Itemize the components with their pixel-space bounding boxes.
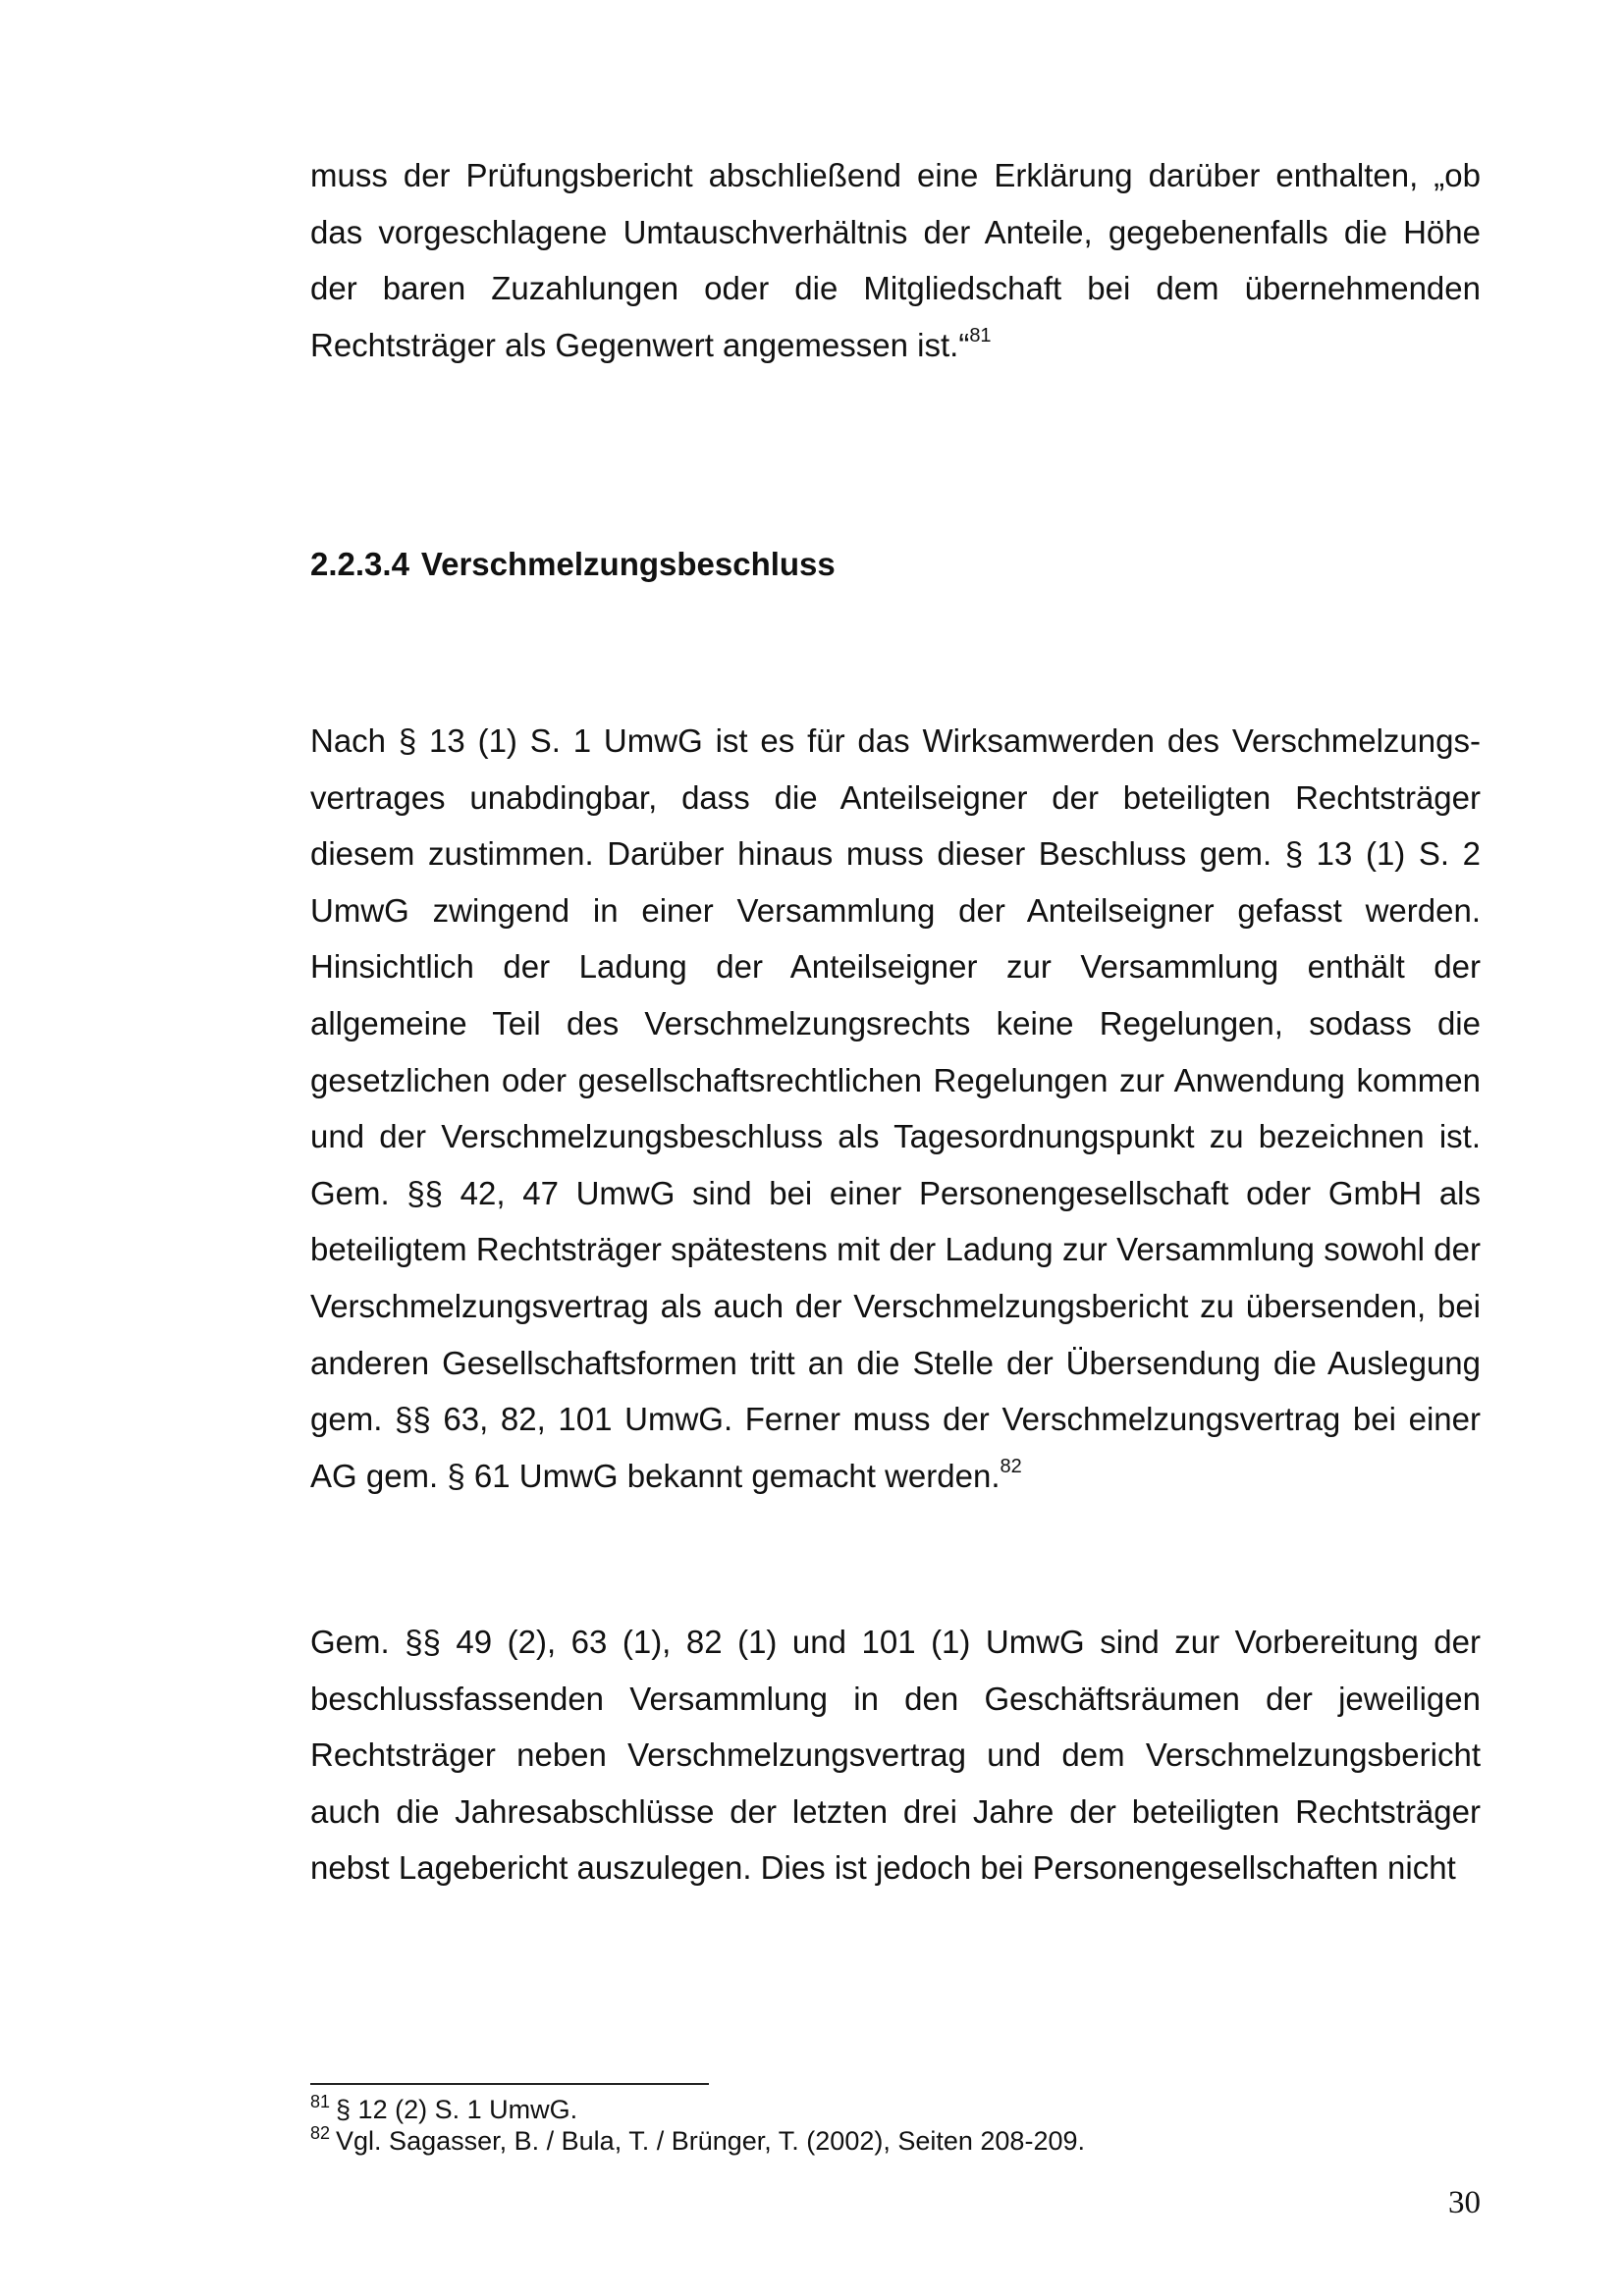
- footnote-number: 81: [310, 2092, 331, 2111]
- paragraph-text: muss der Prüfungsbericht abschließend eine Erklärung darüber enthalten, „ob das vorgeschlagene Umtauschverhältnis der Anteile, gegebenenfalls die Höhe der baren Zuzahlungen oder die Mitgliedschaft bei dem übernehmenden Rechtsträger als Gegenwert angemessen ist.“: [310, 157, 1481, 363]
- footnote-divider: [310, 2083, 709, 2085]
- paragraph-text: Nach § 13 (1) S. 1 UmwG ist es für das Wirksamwerden des Verschmelzungsvertrages unabdingbar, dass die Anteilseigner der beteiligten Rechtsträger diesem zustimmen. Darüber hinaus muss dieser Beschluss gem. § 13 (1) S. 2 UmwG zwingend in einer Versammlung der Anteilseigner gefasst werden. Hinsichtlich der Ladung der Anteilseigner zur Versammlung enthält der allgemeine Teil des Verschmelzungsrechts keine Regelungen, sodass die gesetzlichen oder gesellschaftsrechtlichen Regelungen zur Anwendung kommen und der Verschmelzungsbeschluss als Tagesordnungspunkt zu bezeichnen ist. Gem. §§ 42, 47 UmwG sind bei einer Personengesellschaft oder GmbH als beteiligtem Rechtsträger spätestens mit der Ladung zur Versammlung sowohl der Verschmelzungsvertrag als auch der Verschmelzungsbericht zu übersenden, bei anderen Gesellschaftsformen tritt an die Stelle der Übersendung die Auslegung gem. §§ 63, 82, 101 UmwG. Ferner muss der Verschmelzungsvertrag bei einer AG gem. § 61 UmwG bekannt gemacht werden.: [310, 722, 1481, 1494]
- footnote-reference[interactable]: 82: [1000, 1455, 1022, 1477]
- paragraph-text: Gem. §§ 49 (2), 63 (1), 82 (1) und 101 (1) UmwG sind zur Vorbereitung der beschlussfassenden Versammlung in den Geschäftsräumen der jeweiligen Rechtsträger neben Verschmelzungsvertrag und dem Verschmelzungsbericht auch die Jahresabschlüsse der letzten drei Jahre der beteiligten Rechtsträger nebst Lagebericht auszulegen. Dies ist jedoch bei Personengesellschaften nicht: [310, 1624, 1481, 1887]
- page-number: 30: [1448, 2185, 1481, 2220]
- paragraph-body: [310, 713, 1481, 1504]
- footnote-item: [310, 2094, 1390, 2125]
- footnote-reference[interactable]: 81: [969, 324, 992, 347]
- footnote-item: [310, 2125, 1390, 2157]
- paragraph-body: [310, 1614, 1481, 1896]
- footnote-number: 82: [310, 2123, 331, 2143]
- section-heading: [310, 545, 836, 584]
- footnote-text: § 12 (2) S. 1 UmwG.: [336, 2095, 578, 2124]
- section-title: Verschmelzungsbeschluss: [420, 546, 836, 582]
- section-number: 2.2.3.4: [310, 546, 409, 582]
- footnotes-section: [310, 2094, 1390, 2157]
- footnote-text: Vgl. Sagasser, B. / Bula, T. / Brünger, T. (2002), Seiten 208-209.: [336, 2126, 1085, 2156]
- paragraph-continuation: [310, 147, 1481, 373]
